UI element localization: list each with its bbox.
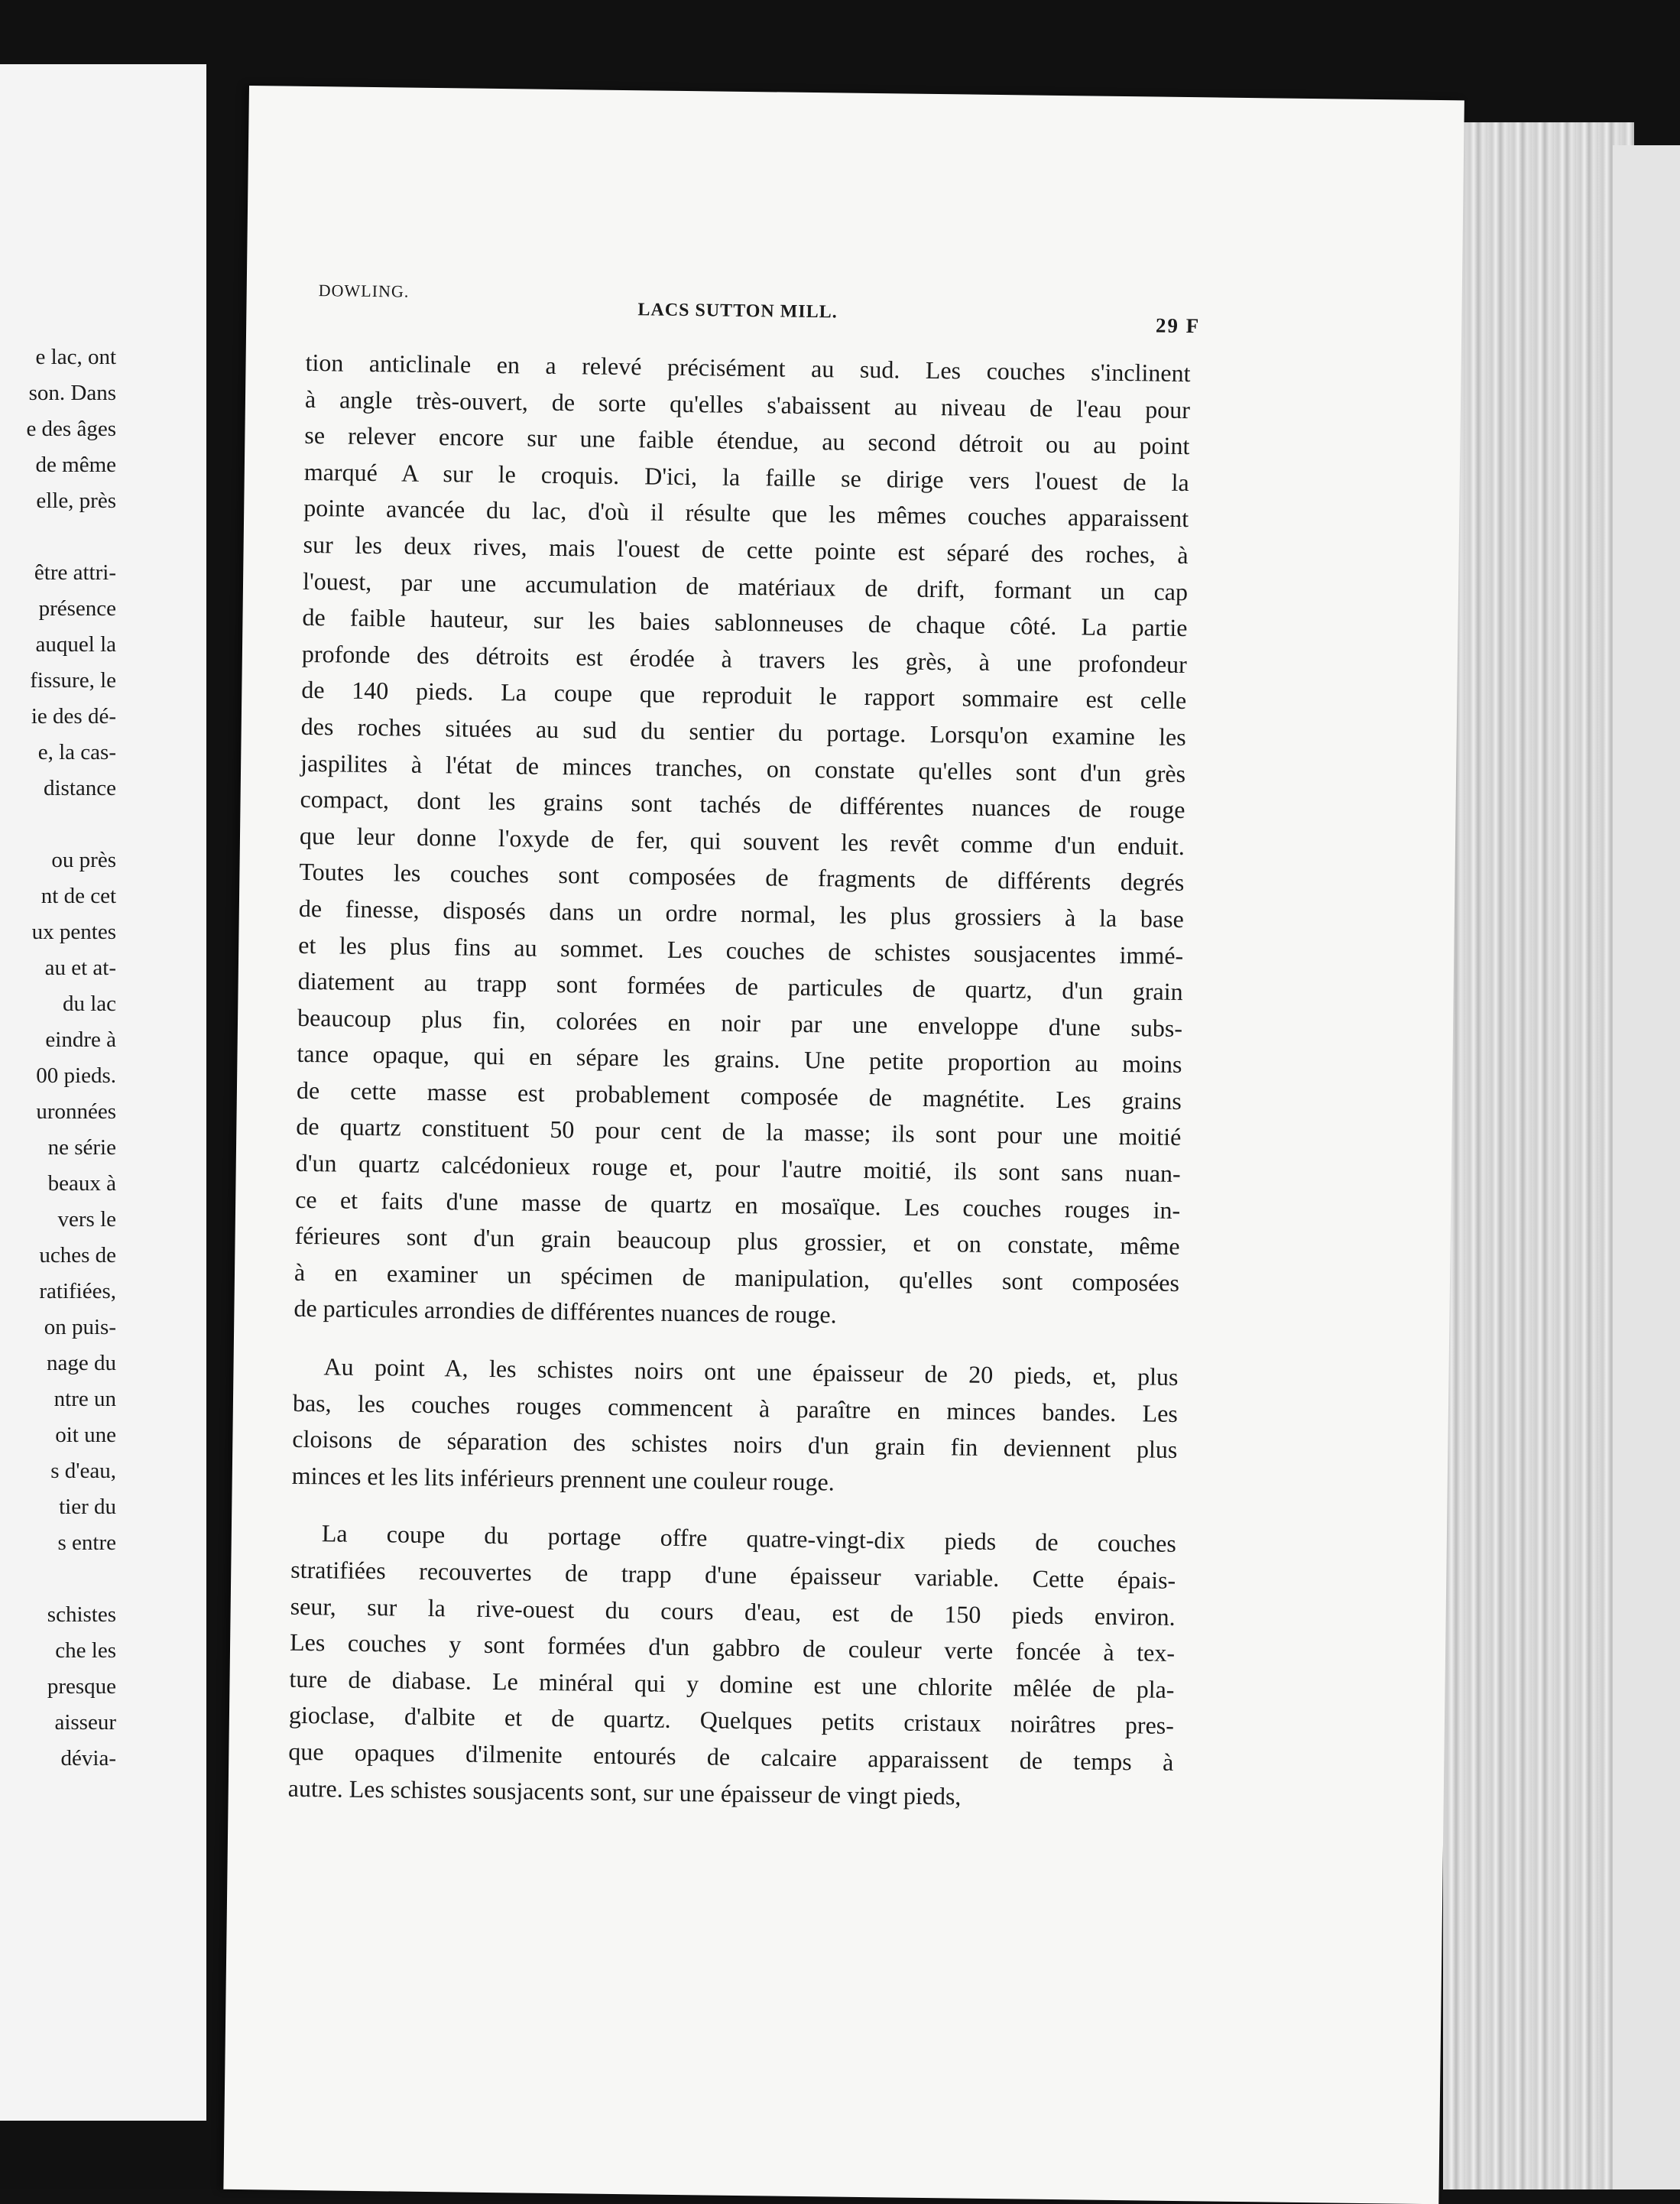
left-page-line: uronnées (36, 1099, 116, 1124)
paragraph (291, 1349, 1178, 1505)
text-line: tion anticlinale en a relevé précisément au sud. Les couches s'inclinent (305, 348, 1191, 388)
text-line: compact, dont les grains sont tachés de différentes nuances de rouge (300, 785, 1185, 824)
left-page-line: auquel la (35, 632, 116, 657)
left-page-line: s entre (57, 1530, 116, 1555)
left-page-line: tier du (59, 1495, 116, 1519)
left-page-line: e lac, ont (35, 345, 116, 369)
left-page-line: son. Dans (28, 381, 116, 405)
left-page-line: présence (38, 596, 116, 621)
text-line: pointe avancée du lac, d'où il résulte que les mêmes couches apparaissent (303, 494, 1189, 533)
left-page (0, 64, 206, 2121)
text-line: ture de diabase. Le minéral qui y domine est une chlorite mêlée de pla- (289, 1664, 1175, 1703)
text-line: bas, les couches rouges commencent à paraître en minces bandes. Les (292, 1388, 1179, 1427)
text-line: des roches situées au sud du sentier du portage. Lorsqu'on examine les (300, 712, 1186, 751)
header-title: LACS SUTTON MILL. (637, 300, 838, 323)
text-line: se relever encore sur une faible étendue, au second détroit ou au point (304, 421, 1190, 460)
text-line: de quartz constituent 50 pour cent de la masse; ils sont pour une moitié (296, 1112, 1182, 1151)
left-page-line: e des âges (26, 417, 116, 441)
left-page-line: 00 pieds. (36, 1063, 116, 1088)
left-page-text-fragments (0, 339, 116, 1777)
left-page-line: fissure, le (30, 668, 116, 693)
text-line: de faible hauteur, sur les baies sablonneuses de chaque côté. La partie (302, 603, 1188, 642)
text-line: gioclase, d'albite et de quartz. Quelques petits cristaux noirâtres pres- (288, 1701, 1175, 1740)
body-text (288, 345, 1191, 1817)
text-line: et les plus fins au sommet. Les couches de schistes sousjacentes immé- (298, 930, 1184, 969)
text-line: que leur donne l'oxyde de fer, qui souvent les revêt comme d'un enduit. (299, 821, 1185, 860)
left-page-line: nage du (47, 1351, 116, 1375)
left-page-line: ie des dé- (31, 704, 116, 729)
text-line: jaspilites à l'état de minces tranches, on constate qu'elles sont d'un grès (300, 748, 1186, 787)
left-page-line: eindre à (45, 1027, 116, 1052)
text-line: beaucoup plus fin, colorées en noir par une enveloppe d'une subs- (297, 1003, 1183, 1042)
text-line: Les couches y sont formées d'un gabbro de couleur verte foncée à tex- (289, 1628, 1176, 1667)
text-line: autre. Les schistes sousjacents sont, sur une épaisseur de vingt pieds, (287, 1774, 962, 1810)
page-number: 29 F (1155, 313, 1201, 338)
text-line: de 140 pieds. La coupe que reproduit le rapport sommaire est celle (301, 676, 1187, 715)
text-line: Toutes les couches sont composées de fragments de différents degrés (299, 858, 1185, 897)
text-line: l'ouest, par une accumulation de matériaux de drift, formant un cap (302, 566, 1189, 605)
left-page-line: s d'eau, (50, 1459, 116, 1483)
left-page-line: être attri- (34, 560, 116, 585)
text-line: marqué A sur le croquis. D'ici, la faille se dirige vers l'ouest de la (303, 457, 1189, 496)
left-page-gap (0, 519, 116, 555)
text-line: de particules arrondies de différentes nuances de rouge. (294, 1294, 837, 1329)
text-line: tance opaque, qui en sépare les grains. Une petite proportion au moins (297, 1040, 1182, 1079)
left-page-line: elle, près (36, 489, 116, 513)
text-line: de finesse, disposés dans un ordre normal, les plus grossiers à la base (298, 894, 1184, 933)
left-page-line: vers le (57, 1207, 116, 1232)
left-page-line: du lac (62, 992, 116, 1016)
left-page-line: presque (47, 1674, 116, 1699)
left-page-gap (0, 1561, 116, 1597)
running-header (318, 281, 1201, 338)
left-page-line: e, la cas- (37, 740, 116, 764)
book-page-edges-outer (1613, 145, 1680, 2189)
text-line: ce et faits d'une masse de quartz en mosaïque. Les couches rouges in- (294, 1185, 1181, 1224)
text-line: minces et les lits inférieurs prennent une couleur rouge. (291, 1461, 835, 1496)
left-page-line: on puis- (44, 1315, 116, 1339)
text-line: sur les deux rives, mais l'ouest de cette pointe est séparé des roches, à (303, 530, 1189, 570)
text-line: à angle très-ouvert, de sorte qu'elles s'abaissent au niveau de l'eau pour (304, 385, 1191, 424)
text-line: que opaques d'ilmenite entourés de calcaire apparaissent de temps à (288, 1737, 1174, 1776)
left-page-line: ntre un (54, 1387, 116, 1411)
text-line: La coupe du portage offre quatre-vingt-dix pieds de couches (321, 1519, 1177, 1558)
left-page-line: nt de cet (41, 884, 116, 908)
left-page-line: ne série (47, 1135, 116, 1160)
text-line: cloisons de séparation des schistes noirs d'un grain fin deviennent plus (292, 1425, 1178, 1464)
main-page (223, 86, 1464, 2204)
text-line: férieures sont d'un grain beaucoup plus grossier, et on constate, même (294, 1222, 1180, 1261)
text-line: diatement au trapp sont formées de particules de quartz, d'un grain (297, 966, 1183, 1006)
text-line: de cette masse est probablement composée de magnétite. Les grains (296, 1076, 1182, 1115)
text-line: stratifiées recouvertes de trapp d'une épaisseur variable. Cette épais- (290, 1555, 1176, 1594)
paragraph (294, 345, 1191, 1338)
text-line: d'un quartz calcédonieux rouge et, pour l'autre moitié, ils sont sans nuan- (295, 1148, 1181, 1188)
text-line: à en examiner un spécimen de manipulation, qu'elles sont composées (294, 1258, 1180, 1297)
left-page-line: ou près (51, 848, 116, 872)
text-line: seur, sur la rive-ouest du cours d'eau, est de 150 pieds environ. (290, 1592, 1176, 1631)
left-page-line: beaux à (47, 1171, 116, 1196)
left-page-line: oit une (55, 1423, 116, 1447)
book-page-edges (1443, 122, 1634, 2189)
left-page-line: dévia- (60, 1746, 116, 1771)
text-line: profonde des détroits est érodée à travers les grès, à une profondeur (301, 639, 1188, 678)
left-page-line: ratifiées, (39, 1279, 116, 1303)
text-line: Au point A, les schistes noirs ont une épaisseur de 20 pieds, et, plus (323, 1352, 1179, 1391)
left-page-gap (0, 807, 116, 842)
left-page-line: au et at- (44, 956, 116, 980)
left-page-line: che les (55, 1638, 116, 1663)
left-page-line: uches de (39, 1243, 116, 1268)
paragraph (288, 1515, 1177, 1817)
left-page-line: de même (35, 453, 116, 477)
left-page-line: distance (43, 776, 116, 800)
left-page-line: aisseur (54, 1710, 116, 1735)
left-page-line: ux pentes (31, 920, 116, 944)
left-page-line: schistes (47, 1602, 116, 1627)
header-author: DOWLING. (318, 281, 410, 301)
